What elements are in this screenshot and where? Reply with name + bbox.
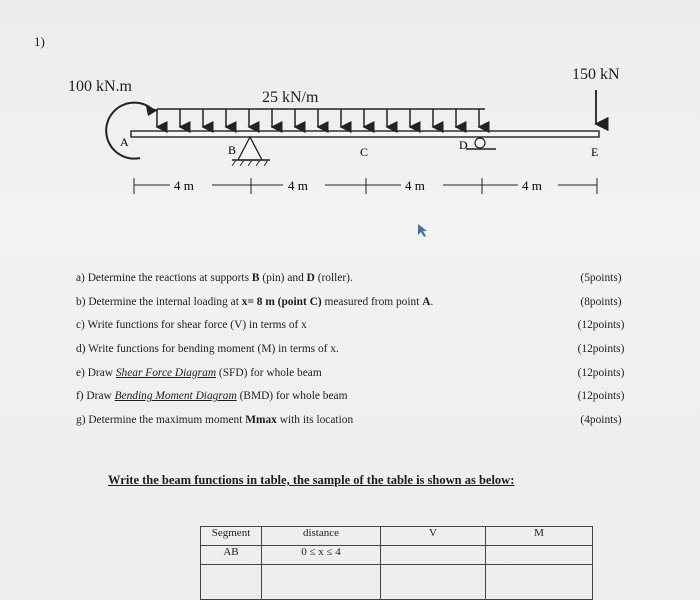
table-row — [201, 565, 593, 600]
question-list — [76, 266, 636, 432]
pin-support-icon — [232, 137, 270, 166]
point-label-e: E — [591, 145, 599, 159]
point-label-d: D — [459, 138, 468, 152]
point-load-label: 150 kN — [572, 66, 620, 83]
cell-distance: 0 ≤ x ≤ 4 — [262, 546, 381, 565]
question-points: (5points) — [580, 271, 622, 284]
span-label-de: 4 m — [522, 178, 542, 193]
table-instruction: Write the beam functions in table, the sample of the table is shown as below: — [108, 473, 515, 487]
cell-v — [381, 546, 486, 565]
cell-segment: AB — [201, 546, 262, 565]
moment-load-label: 100 kN.m — [68, 78, 132, 95]
question-points: (12points) — [577, 366, 625, 379]
header-v: V — [381, 527, 486, 546]
header-m: M — [486, 527, 593, 546]
question-a: a) Determine the reactions at supports B (pin) and D (roller). (5points) — [76, 266, 636, 290]
point-label-a: A — [120, 135, 129, 149]
span-label-cd: 4 m — [405, 178, 425, 193]
question-g: g) Determine the maximum moment Mmax with its location (4points) — [76, 408, 636, 432]
moment-arrowhead-icon — [146, 106, 158, 116]
question-d: d) Write functions for bending moment (M) in terms of x. (12points) — [76, 337, 636, 361]
roller-support-icon — [466, 138, 496, 149]
distributed-load-label: 25 kN/m — [262, 89, 319, 106]
question-points: (12points) — [577, 342, 625, 355]
question-b: b) Determine the internal loading at x= 8 m (point C) measured from point A. (8points) — [76, 290, 636, 314]
sample-table — [200, 526, 593, 600]
point-label-c: C — [360, 145, 369, 159]
table-row — [201, 546, 593, 565]
question-points: (12points) — [577, 390, 625, 403]
beam-diagram — [0, 0, 700, 250]
question-f: f) Draw Bending Moment Diagram (BMD) for whole beam (12points) — [76, 384, 636, 408]
table-header-row — [201, 527, 593, 546]
problem-number: 1) — [34, 34, 45, 49]
udl-arrows — [157, 109, 479, 127]
question-points: (12points) — [577, 319, 625, 332]
header-distance: distance — [262, 527, 381, 546]
span-label-bc: 4 m — [288, 178, 308, 193]
cell-m — [486, 546, 593, 565]
question-c: c) Write functions for shear force (V) in terms of x (12points) — [76, 313, 636, 337]
beam — [131, 131, 599, 137]
point-label-b: B — [228, 143, 237, 157]
question-e: e) Draw Shear Force Diagram (SFD) for whole beam (12points) — [76, 361, 636, 385]
question-points: (4points) — [580, 413, 622, 426]
question-points: (8points) — [580, 295, 622, 308]
span-label-ab: 4 m — [174, 178, 194, 193]
mouse-cursor-icon — [418, 224, 427, 237]
header-segment: Segment — [201, 527, 262, 546]
